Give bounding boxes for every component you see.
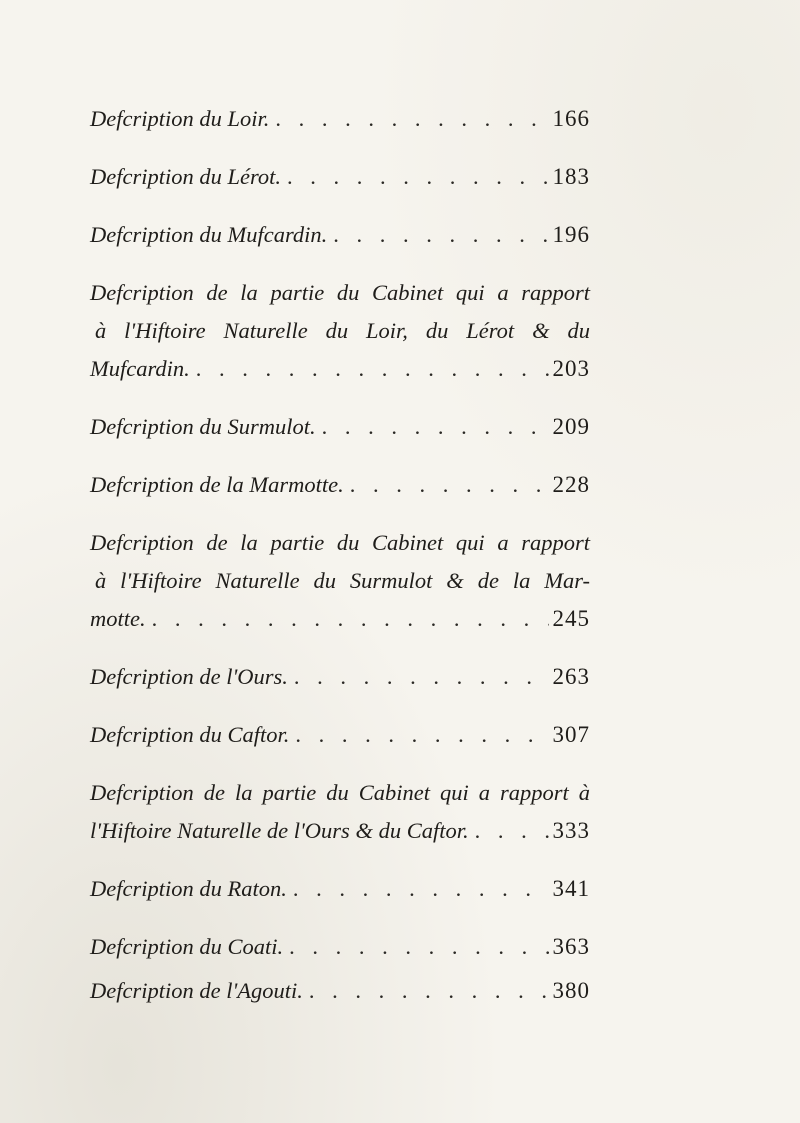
toc-entry-line: Defcription de la partie du Cabinet qui a rapport [90, 530, 590, 555]
toc-entry-page: 307 [552, 722, 590, 747]
table-of-contents [90, 100, 590, 1010]
toc-entry-page: 263 [552, 664, 590, 689]
toc-entry-line: à l'Hiftoire Naturelle du Loir, du Lérot & du [95, 318, 590, 343]
dot-leader [469, 812, 549, 850]
dot-leader [283, 928, 548, 966]
dot-leader [316, 408, 549, 446]
toc-entry-agouti [90, 972, 590, 1010]
toc-entry-page: 341 [552, 876, 590, 901]
dot-leader [289, 716, 548, 754]
toc-entry-title: Defcription du Mufcardin. [90, 222, 328, 247]
toc-entry-title: Defcription du Loir. [90, 106, 270, 131]
toc-entry-raton [90, 870, 590, 908]
toc-entry-page: 363 [552, 934, 590, 959]
toc-entry-page: 166 [552, 106, 590, 131]
toc-entry-title: Defcription de l'Ours. [90, 664, 288, 689]
toc-entry-page: 203 [552, 356, 590, 381]
toc-entry-cabinet-loir [90, 274, 590, 388]
toc-entry-line: Defcription de la partie du Cabinet qui a rapport [90, 280, 590, 305]
toc-entry-title: Mufcardin. [90, 356, 190, 381]
toc-entry-surmulot [90, 408, 590, 446]
toc-entry-page: 196 [552, 222, 590, 247]
toc-entry-loir [90, 100, 590, 138]
toc-entry-page: 209 [552, 414, 590, 439]
toc-entry-line: à l'Hiftoire Naturelle du Surmulot & de la Mar- [95, 568, 590, 593]
dot-leader [287, 870, 549, 908]
toc-entry-page: 183 [552, 164, 590, 189]
dot-leader [327, 216, 548, 254]
toc-entry-marmotte [90, 466, 590, 504]
dot-leader [146, 600, 549, 638]
toc-entry-title: Defcription du Caftor. [90, 722, 290, 747]
toc-entry-title: motte. [90, 606, 146, 631]
toc-entry-page: 380 [552, 978, 590, 1003]
toc-entry-ours [90, 658, 590, 696]
dot-leader [190, 350, 549, 388]
toc-entry-title: Defcription du Coati. [90, 934, 284, 959]
dot-leader [344, 466, 549, 504]
toc-entry-title: Defcription du Lérot. [90, 164, 282, 189]
toc-entry-cabinet-ours [90, 774, 590, 850]
toc-entry-mufcardin [90, 216, 590, 254]
toc-entry-title: l'Hiftoire Naturelle de l'Ours & du Caftor. [90, 818, 469, 843]
dot-leader [269, 100, 548, 138]
toc-entry-cabinet-surmulot [90, 524, 590, 638]
toc-entry-caftor [90, 716, 590, 754]
dot-leader [288, 658, 549, 696]
toc-entry-page: 333 [552, 818, 590, 843]
dot-leader [281, 158, 548, 196]
dot-leader [303, 972, 549, 1010]
toc-entry-lerot [90, 158, 590, 196]
toc-entry-line: Defcription de la partie du Cabinet qui a rapport à [90, 780, 590, 805]
toc-entry-title: Defcription de la Marmotte. [90, 472, 344, 497]
toc-entry-page: 228 [552, 472, 590, 497]
toc-entry-page: 245 [552, 606, 590, 631]
toc-entry-title: Defcription du Raton. [90, 876, 287, 901]
toc-entry-coati [90, 928, 590, 966]
toc-entry-title: Defcription du Surmulot. [90, 414, 316, 439]
toc-entry-title: Defcription de l'Agouti. [90, 978, 303, 1003]
